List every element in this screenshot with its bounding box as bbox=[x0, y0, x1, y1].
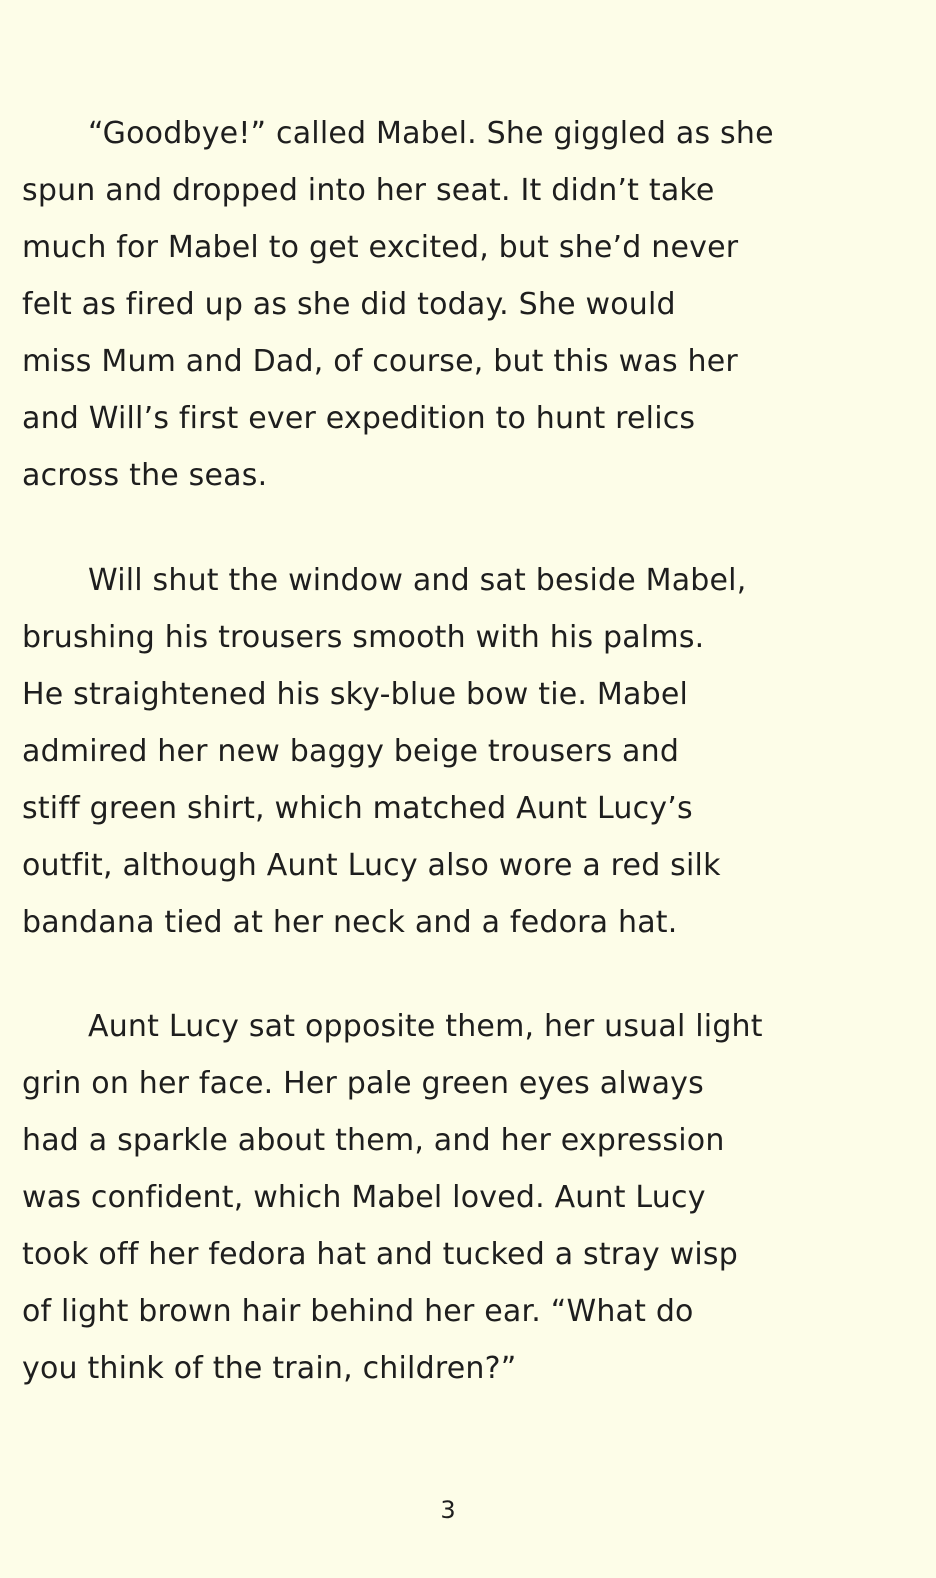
text-line: miss Mum and Dad, of course, but this was her bbox=[22, 344, 738, 379]
text-line: brushing his trousers smooth with his palms. bbox=[22, 620, 705, 655]
text-line: He straightened his sky-blue bow tie. Mabel bbox=[22, 677, 689, 712]
paragraph-2 bbox=[22, 552, 902, 951]
text-line: outfit, although Aunt Lucy also wore a red silk bbox=[22, 848, 721, 883]
text-line: grin on her face. Her pale green eyes always bbox=[22, 1066, 704, 1101]
page-number: 3 bbox=[440, 1496, 456, 1524]
text-line: of light brown hair behind her ear. “What do bbox=[22, 1294, 694, 1329]
text-line: took off her fedora hat and tucked a stray wisp bbox=[22, 1237, 738, 1272]
text-line: felt as fired up as she did today. She would bbox=[22, 287, 676, 322]
paragraph-1 bbox=[22, 105, 902, 504]
text-line: you think of the train, children?” bbox=[22, 1351, 517, 1386]
text-line: “Goodbye!” called Mabel. She giggled as she bbox=[88, 116, 774, 151]
text-line: Will shut the window and sat beside Mabel, bbox=[88, 563, 747, 598]
paragraph-3 bbox=[22, 998, 902, 1397]
text-line: spun and dropped into her seat. It didn’t take bbox=[22, 173, 715, 208]
text-line: Aunt Lucy sat opposite them, her usual light bbox=[88, 1009, 763, 1044]
text-line: across the seas. bbox=[22, 458, 268, 493]
text-line: stiff green shirt, which matched Aunt Lucy’s bbox=[22, 791, 693, 826]
text-line: bandana tied at her neck and a fedora hat. bbox=[22, 905, 678, 940]
text-line: was confident, which Mabel loved. Aunt Lucy bbox=[22, 1180, 706, 1215]
text-line: admired her new baggy beige trousers and bbox=[22, 734, 680, 769]
text-line: much for Mabel to get excited, but she’d never bbox=[22, 230, 739, 265]
text-line: had a sparkle about them, and her expression bbox=[22, 1123, 725, 1158]
text-line: and Will’s first ever expedition to hunt relics bbox=[22, 401, 696, 436]
